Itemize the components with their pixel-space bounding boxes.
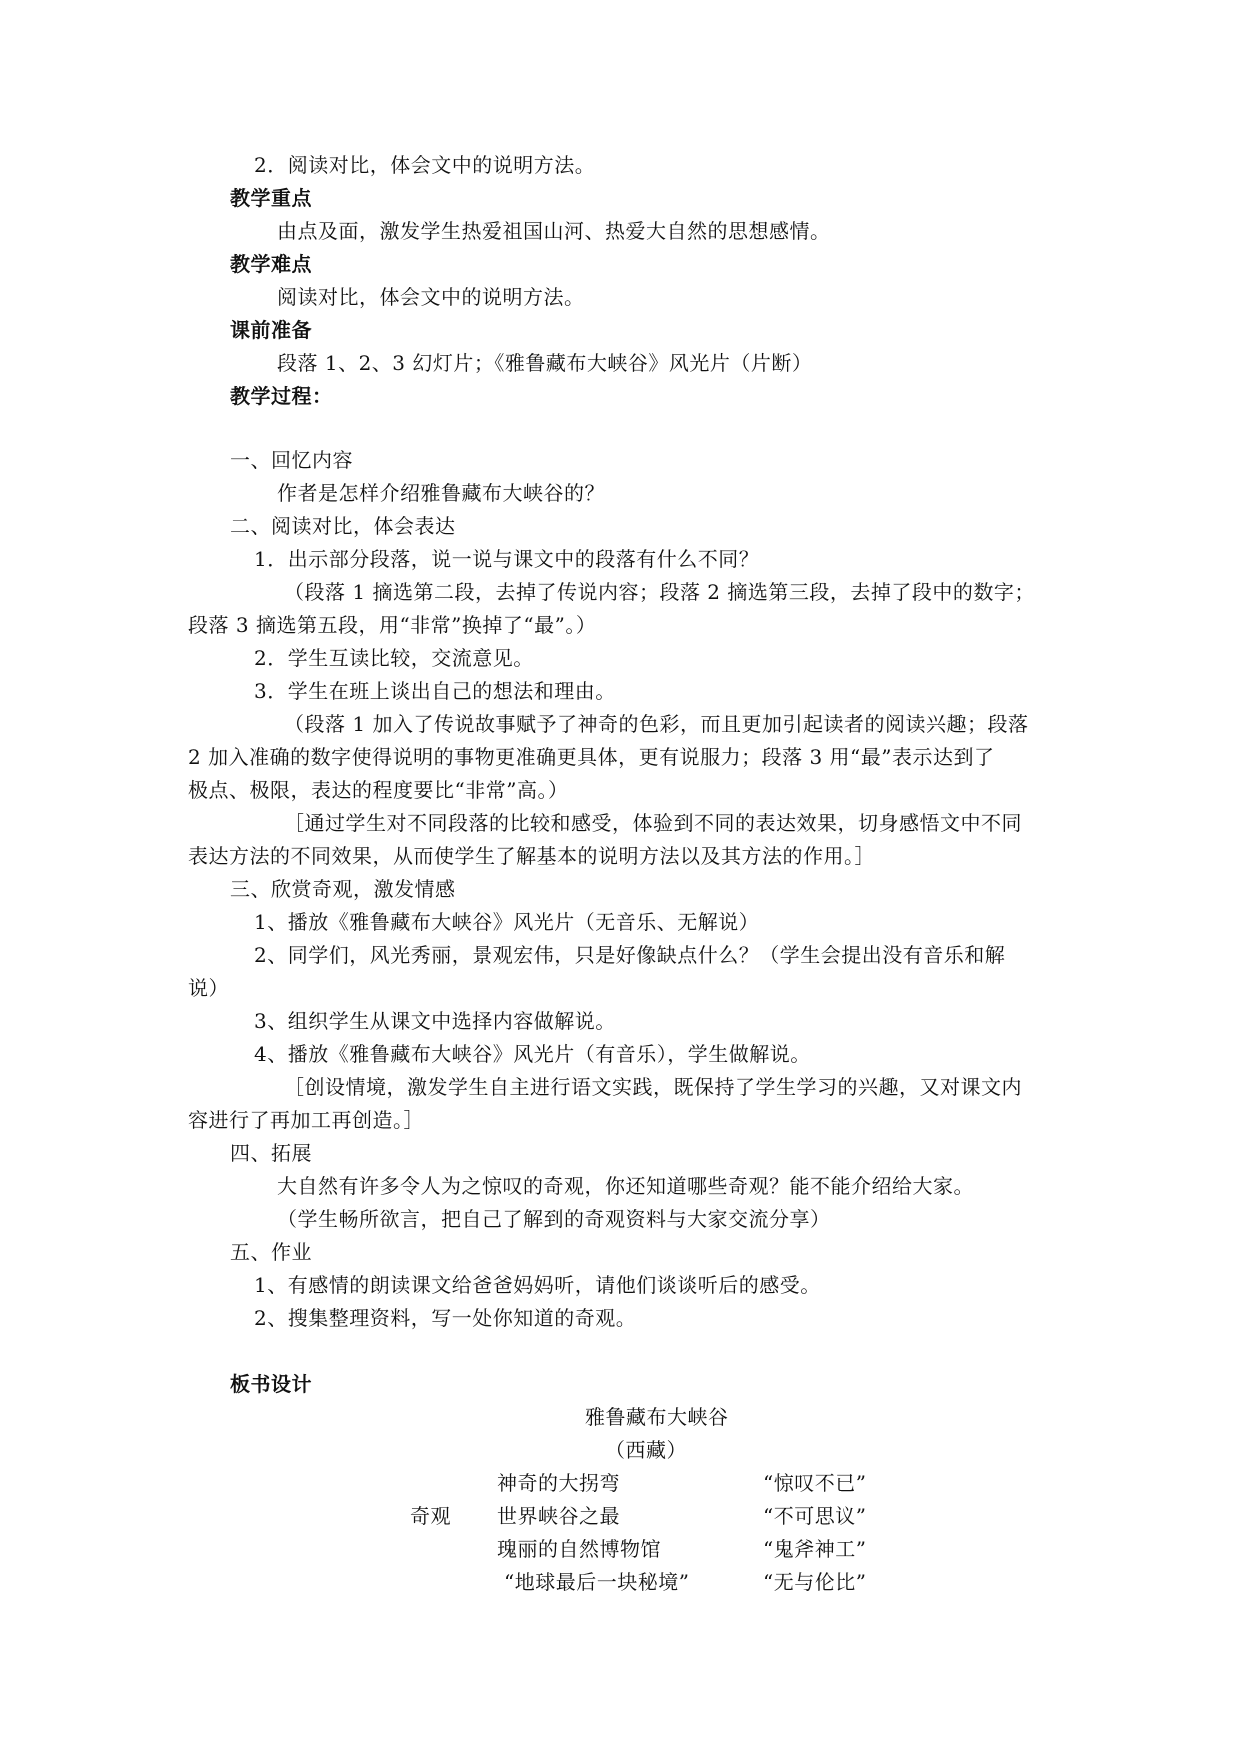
board-praise: “无与伦比”	[763, 1570, 867, 1594]
preparation-text: 段落 1、2、3 幻灯片；《雅鲁藏布大峡谷》风光片（片断）	[277, 351, 813, 375]
board-praise: “惊叹不已”	[763, 1471, 867, 1495]
board-praise: “不可思议”	[763, 1504, 867, 1528]
board-subtitle: （西藏）	[605, 1438, 687, 1462]
board-praise: “鬼斧神工”	[763, 1537, 867, 1561]
section-3-step-2-line-1: 2、同学们，风光秀丽，景观宏伟，只是好像缺点什么？（学生会提出没有音乐和解	[254, 943, 1006, 967]
section-2-bracket-line-1: ［通过学生对不同段落的比较和感受，体验到不同的表达效果，切身感悟文中不同	[284, 811, 1022, 835]
section-3-step-3: 3、组织学生从课文中选择内容做解说。	[254, 1009, 616, 1033]
section-2-note-3-line-1: （段落 1 加入了传说故事赋予了神奇的色彩，而且更加引起读者的阅读兴趣；段落	[284, 712, 1029, 736]
process-heading: 教学过程：	[230, 384, 333, 408]
goal-2: 2．阅读对比，体会文中的说明方法。	[254, 153, 596, 177]
difficulty-text: 阅读对比，体会文中的说明方法。	[277, 285, 585, 309]
section-2-note-3-line-3: 极点、极限，表达的程度要比“非常”高。）	[188, 778, 569, 802]
key-point-text: 由点及面，激发学生热爱祖国山河、热爱大自然的思想感情。	[277, 219, 831, 243]
section-3-step-1: 1、播放《雅鲁藏布大峡谷》风光片（无音乐、无解说）	[254, 910, 760, 934]
section-4-title: 四、拓展	[230, 1141, 312, 1165]
section-3-bracket-line-2: 容进行了再加工再创造。］	[188, 1108, 424, 1132]
section-2-step-1: 1．出示部分段落，说一说与课文中的段落有什么不同？	[254, 547, 760, 571]
section-3-bracket-line-1: ［创设情境，激发学生自主进行语文实践，既保持了学生学习的兴趣，又对课文内	[284, 1075, 1022, 1099]
section-2-title: 二、阅读对比，体会表达	[230, 514, 456, 538]
section-5-item-1: 1、有感情的朗读课文给爸爸妈妈听，请他们谈谈听后的感受。	[254, 1273, 821, 1297]
section-1-title: 一、回忆内容	[230, 448, 353, 472]
section-4-text: 大自然有许多令人为之惊叹的奇观，你还知道哪些奇观？能不能介绍给大家。	[277, 1174, 974, 1198]
section-2-note-3-line-2: 2 加入准确的数字使得说明的事物更准确更具体，更有说服力；段落 3 用“最”表示达到了	[188, 745, 995, 769]
section-3-title: 三、欣赏奇观，激发情感	[230, 877, 456, 901]
section-2-step-2: 2．学生互读比较，交流意见。	[254, 646, 534, 670]
board-feature: “地球最后一块秘境”	[504, 1570, 690, 1594]
board-feature: 世界峡谷之最	[497, 1504, 620, 1528]
preparation-heading: 课前准备	[230, 318, 312, 342]
section-5-item-2: 2、搜集整理资料，写一处你知道的奇观。	[254, 1306, 637, 1330]
section-1-question: 作者是怎样介绍雅鲁藏布大峡谷的？	[277, 481, 605, 505]
board-heading: 板书设计	[230, 1372, 312, 1396]
difficulty-heading: 教学难点	[230, 252, 312, 276]
board-feature: 神奇的大拐弯	[497, 1471, 620, 1495]
section-3-step-2-line-2: 说）	[188, 976, 229, 1000]
section-4-note: （学生畅所欲言，把自己了解到的奇观资料与大家交流分享）	[277, 1207, 831, 1231]
section-2-bracket-line-2: 表达方法的不同效果，从而使学生了解基本的说明方法以及其方法的作用。］	[188, 844, 875, 868]
section-5-title: 五、作业	[230, 1240, 312, 1264]
section-2-note-1-line-1: （段落 1 摘选第二段，去掉了传说内容；段落 2 摘选第三段，去掉了段中的数字；	[284, 580, 1035, 604]
section-2-step-3: 3．学生在班上谈出自己的想法和理由。	[254, 679, 616, 703]
board-side-label: 奇观	[410, 1504, 451, 1528]
key-point-heading: 教学重点	[230, 186, 312, 210]
board-feature: 瑰丽的自然博物馆	[497, 1537, 661, 1561]
board-title: 雅鲁藏布大峡谷	[585, 1405, 729, 1429]
section-3-step-4: 4、播放《雅鲁藏布大峡谷》风光片（有音乐），学生做解说。	[254, 1042, 811, 1066]
section-2-note-1-line-2: 段落 3 摘选第五段，用“非常”换掉了“最”。）	[188, 613, 597, 637]
